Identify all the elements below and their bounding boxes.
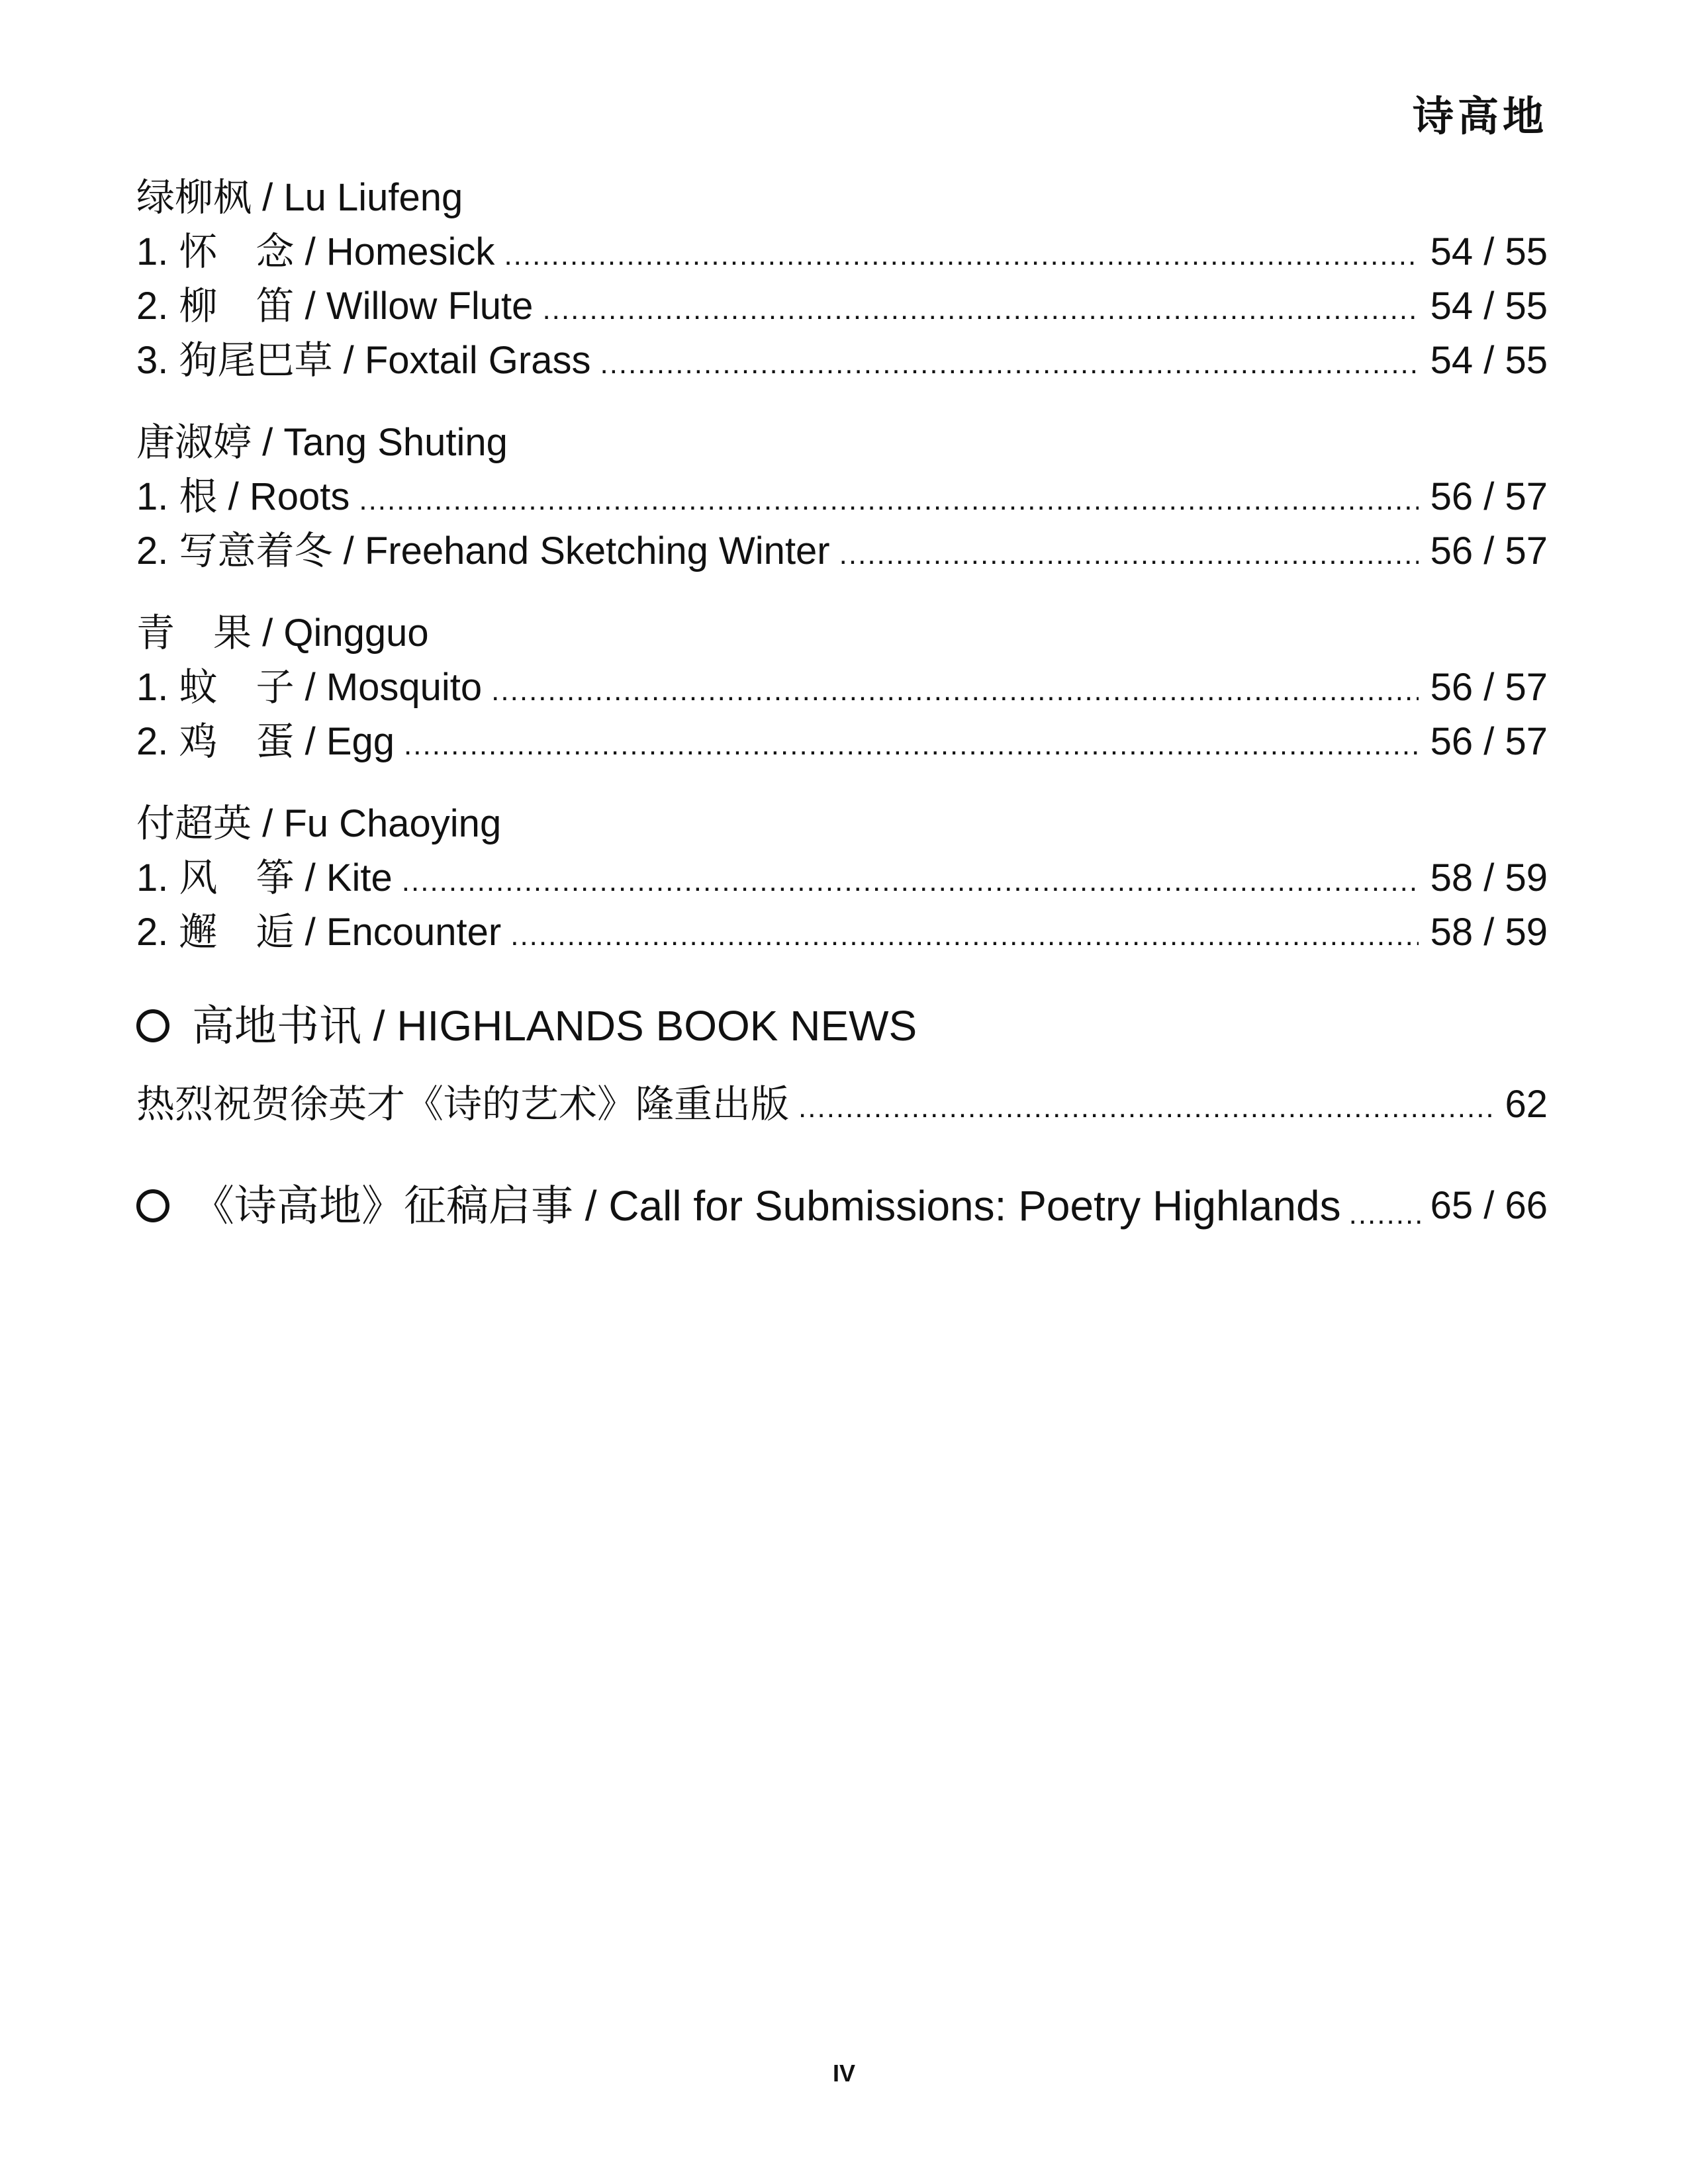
entry-pages: 54 / 55 [1430,285,1548,328]
author-group-lu-liufeng [136,171,1548,388]
entry-pages: 62 [1505,1083,1548,1126]
author-group-qingguo [136,606,1548,769]
author-name: 付超英 / Fu Chaoying [136,802,502,845]
toc-entry[interactable] [136,660,1548,715]
toc-entry[interactable] [136,715,1548,769]
dot-leader [491,664,1418,718]
circle-bullet-icon [136,1189,169,1222]
toc-entry[interactable] [136,851,1548,905]
entry-pages: 56 / 57 [1430,720,1548,763]
book-news-entry[interactable] [136,1077,1548,1132]
page-number: IV [832,2060,855,2087]
entry-title: 2. 邂 逅 / Encounter [136,911,502,954]
circle-bullet-icon [136,1009,169,1042]
entry-title: 2. 柳 笛 / Willow Flute [136,285,534,328]
toc-entry[interactable] [136,470,1548,524]
entry-title: 《诗高地》征稿启事 / Call for Submissions: Poetry Highlands [192,1182,1341,1230]
author-group-fu-chaoying [136,797,1548,960]
entry-pages: 54 / 55 [1430,339,1548,382]
entry-title: 3. 狗尾巴草 / Foxtail Grass [136,339,591,382]
table-of-contents [136,171,1548,1238]
entry-title: 1. 风 筝 / Kite [136,856,393,899]
dot-leader [542,283,1418,337]
entry-pages: 65 / 66 [1430,1184,1548,1227]
entry-pages: 56 / 57 [1430,529,1548,572]
entry-title: 2. 写意着冬 / Freehand Sketching Winter [136,529,830,572]
section-heading-text: 高地书讯 / HIGHLANDS BOOK NEWS [192,1002,917,1050]
dot-leader [402,854,1419,909]
toc-entry[interactable] [136,334,1548,388]
entry-title: 热烈祝贺徐英才《诗的艺术》隆重出版 [136,1083,790,1126]
book-news-heading [136,994,1548,1058]
entry-title: 1. 蚊 子 / Mosquito [136,666,483,709]
entry-pages: 58 / 59 [1430,856,1548,899]
journal-title: 诗高地 [1412,92,1548,140]
author-group-tang-shuting [136,416,1548,578]
dot-leader [600,337,1418,391]
toc-entry[interactable] [136,225,1548,279]
entry-pages: 58 / 59 [1430,911,1548,954]
toc-entry[interactable] [136,905,1548,960]
dot-leader [798,1081,1493,1135]
toc-entry[interactable] [136,524,1548,578]
entry-pages: 54 / 55 [1430,230,1548,273]
dot-leader [404,718,1419,772]
dot-leader [1349,1191,1424,1238]
dot-leader [510,909,1418,963]
entry-title: 2. 鸡 蛋 / Egg [136,720,395,763]
entry-title: 1. 怀 念 / Homesick [136,230,495,273]
dot-leader [504,228,1418,283]
entry-pages: 56 / 57 [1430,475,1548,518]
author-name: 绿柳枫 / Lu Liufeng [136,176,463,219]
dot-leader [359,473,1418,527]
entry-pages: 56 / 57 [1430,666,1548,709]
call-for-submissions-entry[interactable] [136,1174,1548,1238]
entry-title: 1. 根 / Roots [136,475,350,518]
dot-leader [839,527,1419,582]
author-name: 青 果 / Qingguo [136,612,429,655]
toc-entry[interactable] [136,279,1548,334]
author-name: 唐淑婷 / Tang Shuting [136,421,508,464]
